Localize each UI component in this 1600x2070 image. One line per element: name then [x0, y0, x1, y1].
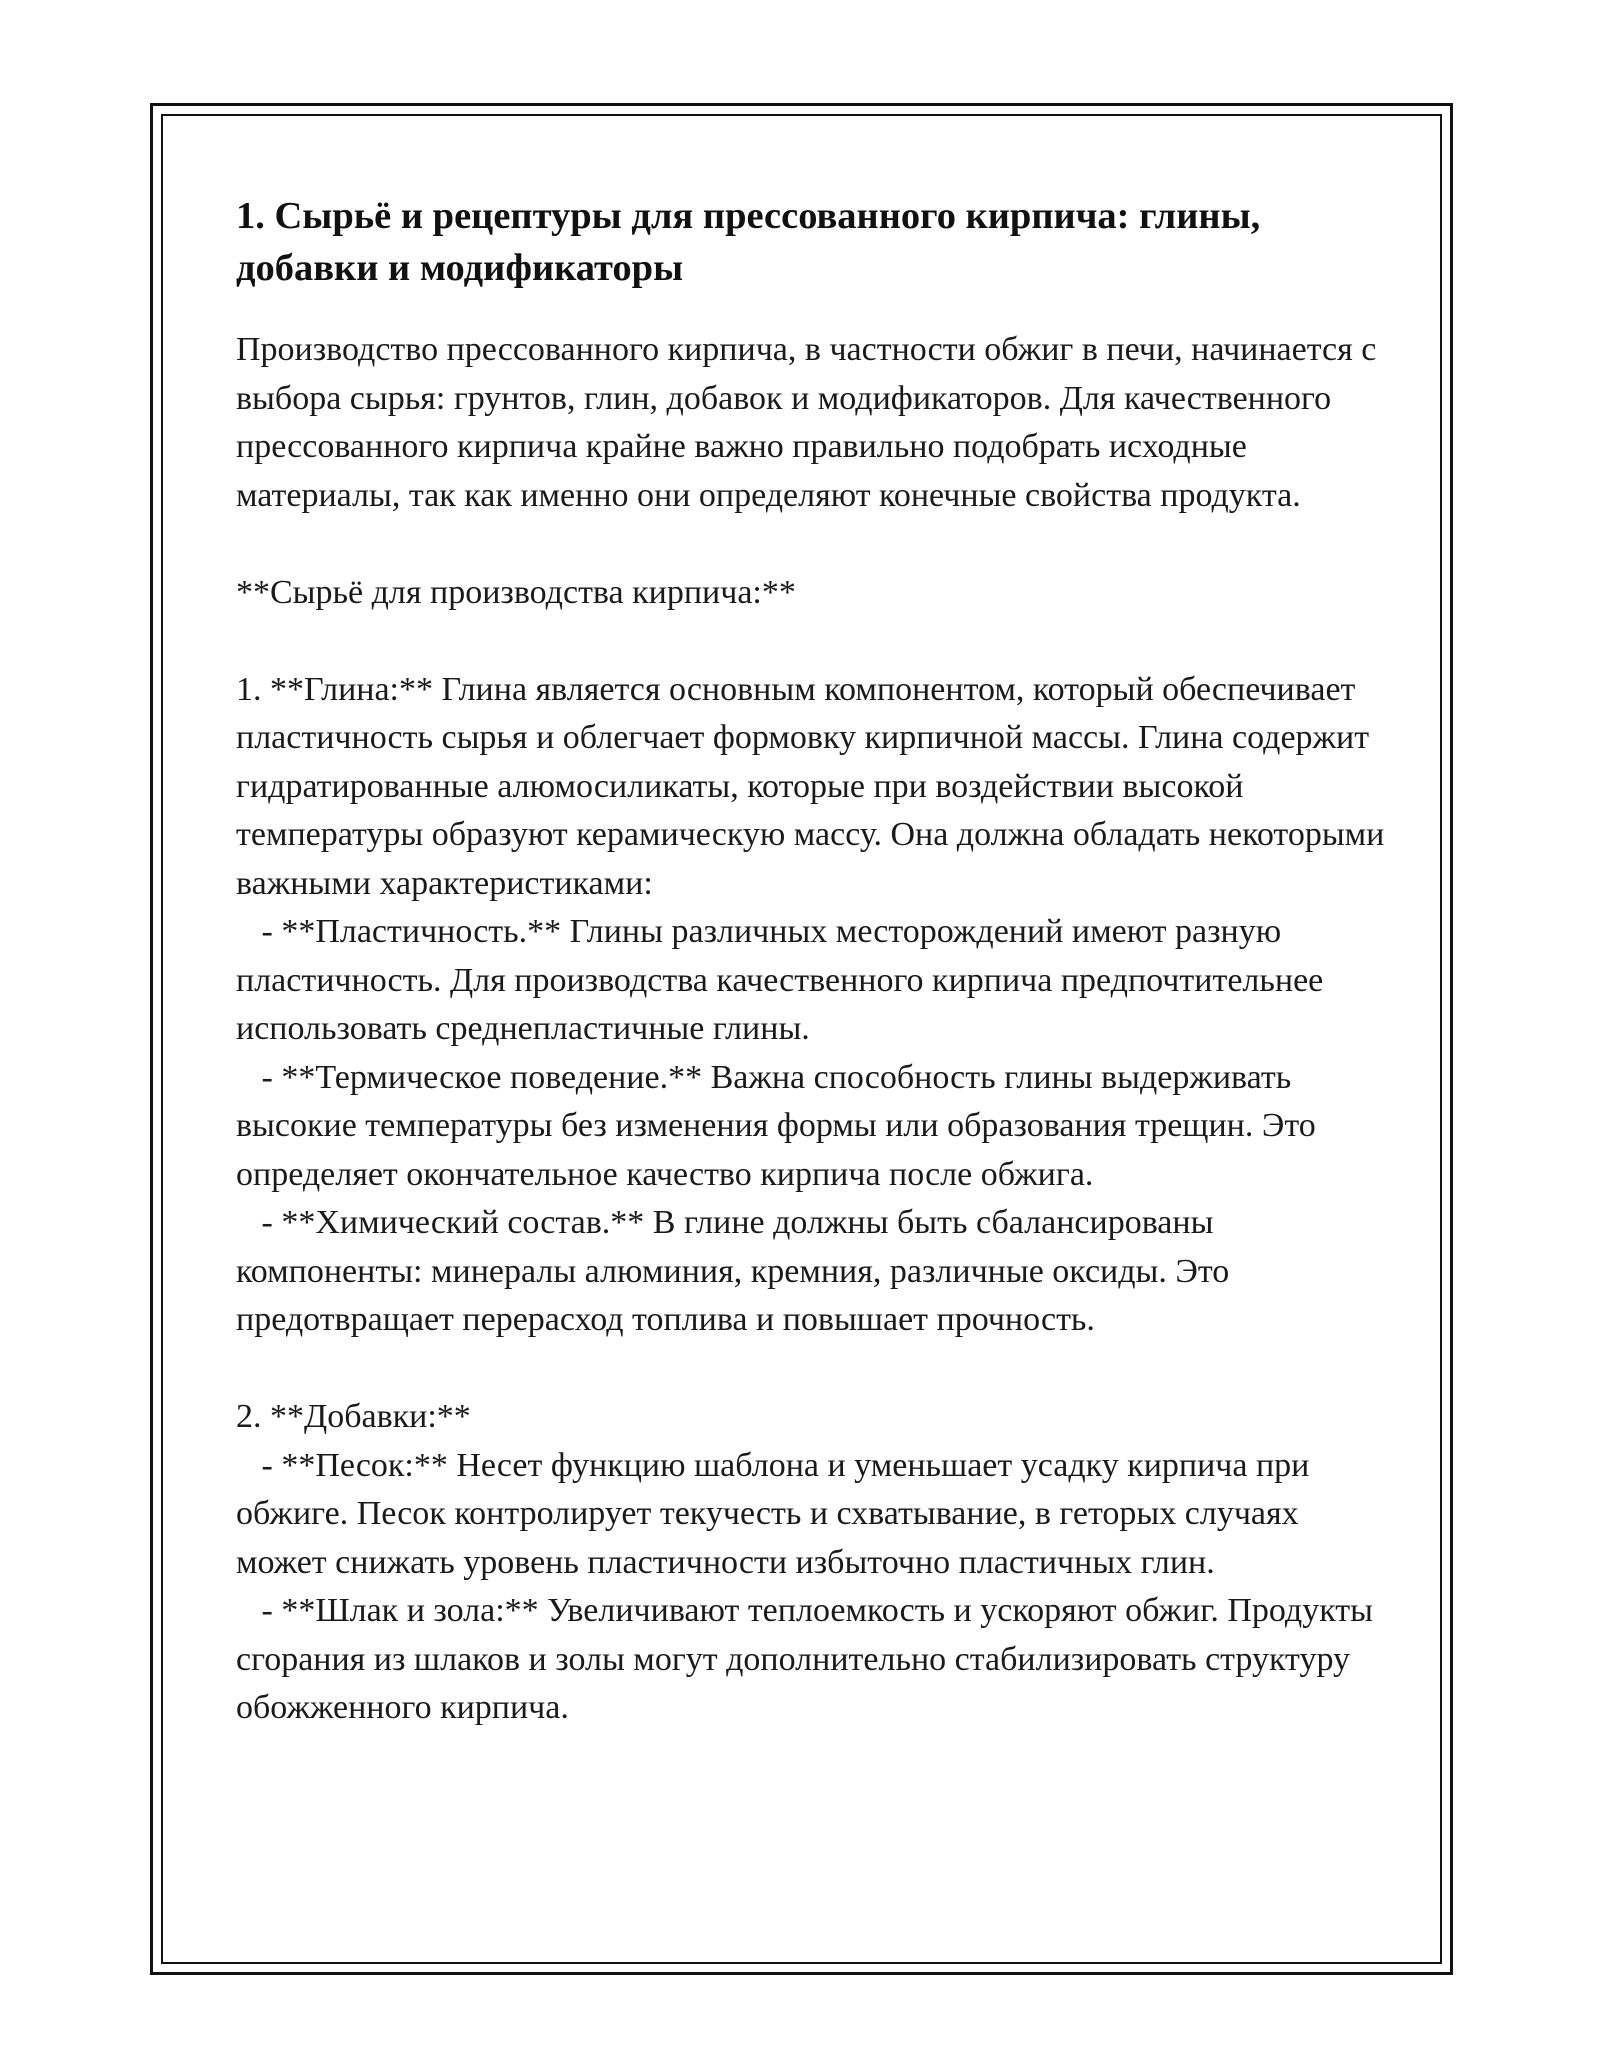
- clay-thermal-item: - **Термическое поведение.** Важна способность глины выдерживать высокие температуры без изменения формы или образования трещин. Это определяет окончательное качество кирпича после обжига.: [236, 1058, 1325, 1193]
- blank-line: [236, 617, 1386, 666]
- clay-chemical-item: - **Химический состав.** В глине должны быть сбалансированы компоненты: минералы алюминия, кремния, различные оксиды. Это предотвращает перерасход топлива и повышает прочность.: [236, 1204, 1238, 1338]
- intro-paragraph: Производство прессованного кирпича, в частности обжиг в печи, начинается с выбора сырья: грунтов, глин, добавок и модификаторов. Для качественного прессованного кирпича крайне важно правильно подобрать исходные материалы, так как именно они определяют конечные свойства продукта.: [236, 331, 1385, 514]
- clay-paragraph: 1. **Глина:** Глина является основным компонентом, который обеспечивает пластичность сырья и облегчает формовку кирпичной массы. Глина содержит гидратированные алюмосиликаты, которые при воздействии высокой температуры образуют керамическую массу. Она должна обладать некоторыми важными характеристиками:: [236, 670, 1393, 902]
- additives-sand-item: - **Песок:** Несет функцию шаблона и уменьшает усадку кирпича при обжиге. Песок контролирует текучесть и схватывание, в геторых случаях может снижать уровень пластичности избыточно пластичных глин.: [236, 1446, 1318, 1581]
- section-heading: 1. Сырьё и рецептуры для прессованного кирпича: глины, добавки и модификаторы: [236, 195, 1261, 289]
- blank-line: [236, 1345, 1386, 1394]
- raw-materials-title: **Сырьё для производства кирпича:**: [236, 573, 796, 611]
- clay-plasticity-item: - **Пластичность.** Глины различных месторождений имеют разную пластичность. Для производства качественного кирпича предпочтительнее использовать среднепластичные глины.: [236, 913, 1332, 1047]
- additives-slag-item: - **Шлак и зола:** Увеличивают теплоемкость и ускоряют обжиг. Продукты сгорания из шлаков и золы могут дополнительно стабилизировать структуру обожженного кирпича.: [236, 1592, 1382, 1726]
- additives-title: 2. **Добавки:**: [236, 1398, 471, 1435]
- blank-line: [236, 520, 1386, 569]
- document-body: [236, 190, 1393, 1733]
